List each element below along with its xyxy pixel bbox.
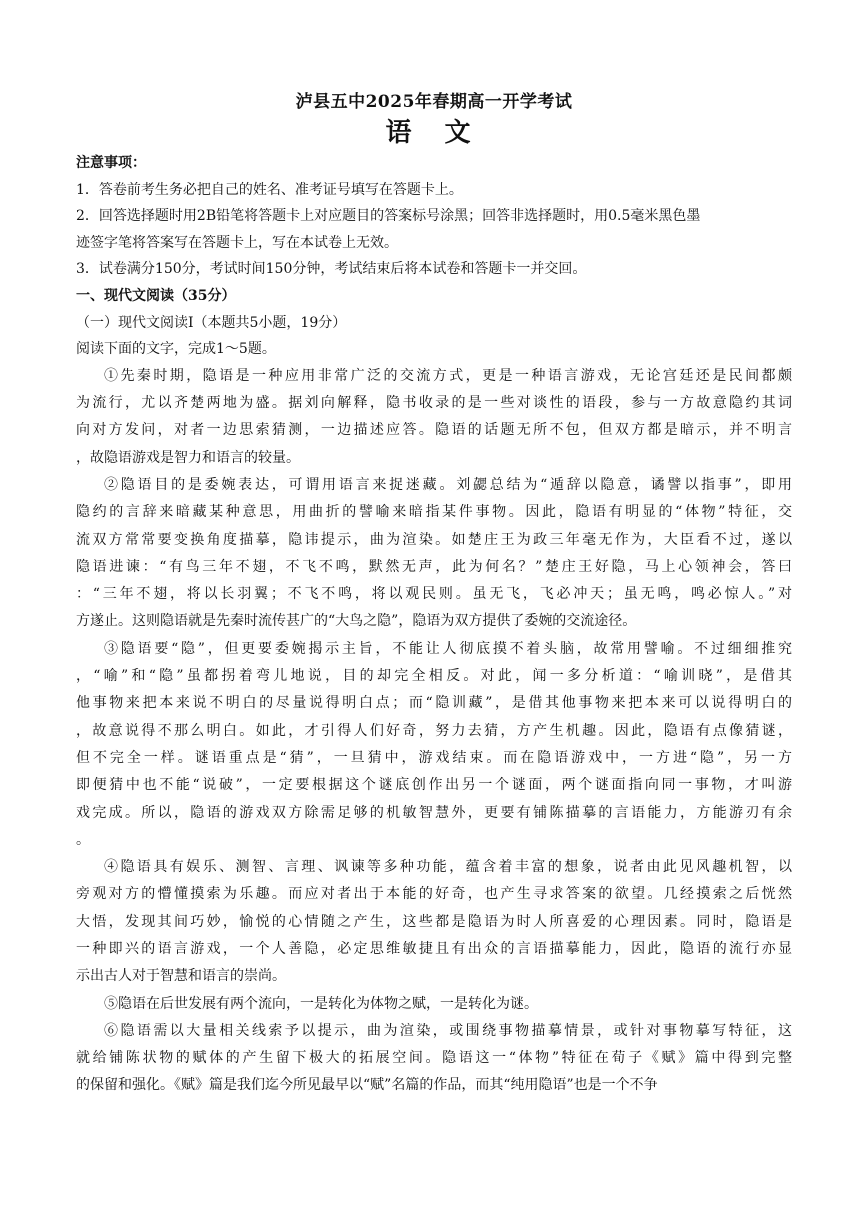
passage-line: ④隐语具有娱乐、测智、言理、讽谏等多种功能，蕴含着丰富的想象，说者由此见风趣机智，以 xyxy=(104,859,792,876)
passage-line: ⑥隐语需以大量相关线索予以提示，曲为渲染，或围绕事物描摹情景，或针对事物摹写特征，这 xyxy=(104,1022,792,1039)
exam-title: 泸县五中2025年春期高一开学考试 xyxy=(295,92,573,112)
passage-line: 旁观对方的懵懂摸索为乐趣。而应对者出于本能的好奇，也产生寻求答案的欲望。几经摸索之后恍然 xyxy=(76,886,792,903)
notice-heading: 注意事项： xyxy=(76,155,146,171)
passage-paragraph xyxy=(76,363,792,472)
passage-line: 一种即兴的语言游戏，一个人善隐，必定思维敏捷且有出众的言语描摹能力，因此，隐语的流行亦显 xyxy=(76,940,792,957)
passage-line: ③隐语要“隐”，但更要委婉揭示主旨，不能让人彻底摸不着头脑，故常用譬喻。不过细细推究 xyxy=(104,640,792,657)
passage-line: 戏完成。所以，隐语的游戏双方除需足够的机敏智慧外，更要有铺陈描摹的言语能力，方能游刃有余 xyxy=(76,804,792,821)
passage-paragraph xyxy=(76,636,792,854)
passage-line: 隐约的言辞来暗藏某种意思，用曲折的譬喻来暗指某件事物。因此，隐语有明显的“体物”特征，交 xyxy=(76,504,792,521)
passage-line: ，故隐语游戏是智力和语言的较量。 xyxy=(76,449,300,466)
sub-section-heading: （一）现代文阅读Ⅰ（本题共5小题，19分） xyxy=(76,314,347,331)
passage-line: 向对方发问，对者一边思索猜测，一边描述应答。隐语的话题无所不包，但双方都是暗示，并不明言 xyxy=(76,422,792,439)
subject-title: 语 文 xyxy=(385,118,483,148)
passage-line: 。 xyxy=(76,831,90,848)
section-heading: 一、现代文阅读（35分） xyxy=(76,287,236,304)
passage-line: 为流行，尤以齐楚两地为盛。据刘向解释，隐书收录的是一些对谈性的语段，参与一方故意隐约其词 xyxy=(76,395,792,412)
notice-item: 1．答卷前考生务必把自己的姓名、准考证号填写在答题卡上。 xyxy=(76,181,463,198)
passage-line: 的保留和强化。《赋》篇是我们迄今所见最早以“赋”名篇的作品，而其“纯用隐语”也是一个不争 xyxy=(76,1077,658,1094)
passage-line: ，故意说得不那么明白。如此，才引得人们好奇，努力去猜，方产生机趣。因此，隐语有点像猜谜， xyxy=(76,722,792,739)
passage-paragraph xyxy=(76,991,792,1018)
passage-line: 大悟，发现其间巧妙，愉悦的心情随之产生，这些都是隐语为时人所喜爱的心理因素。同时，隐语是 xyxy=(76,913,792,930)
passage-line: 就给铺陈状物的赋体的产生留下极大的拓展空间。隐语这一“体物”特征在荀子《赋》篇中得到完整 xyxy=(76,1050,792,1067)
reading-passage xyxy=(76,363,792,1100)
passage-line: 他事物来把本来说不明白的尽量说得明白点；而“隐训藏”，是借其他事物来把本来可以说得明白的 xyxy=(76,695,792,712)
notice-item: 2．回答选择题时用2B铅笔将答题卡上对应题目的答案标号涂黑；回答非选择题时，用0.5毫米黑色墨 xyxy=(76,208,701,225)
passage-line: ，“喻”和“隐”虽都拐着弯儿地说，目的却完全相反。对此，闻一多分析道：“喻训晓”，是借其 xyxy=(76,668,792,685)
document-body xyxy=(76,150,792,1100)
notice-item: 3．试卷满分150分，考试时间150分钟，考试结束后将本试卷和答题卡一并交回。 xyxy=(76,261,587,278)
passage-line: 隐语进谏：“有鸟三年不翅，不飞不鸣，默然无声，此为何名？”楚庄王好隐，马上心领神会，答曰 xyxy=(76,558,792,575)
passage-line: 示出古人对于智慧和语言的崇尚。 xyxy=(76,968,286,985)
reading-instruction: 阅读下面的文字，完成1～5题。 xyxy=(76,341,276,358)
passage-line: ⑤隐语在后世发展有两个流向，一是转化为体物之赋，一是转化为谜。 xyxy=(104,995,538,1012)
passage-paragraph xyxy=(76,854,792,990)
passage-line: ：“三年不翅，将以长羽翼；不飞不鸣，将以观民则。虽无飞，飞必冲天；虽无鸣，鸣必惊人。”对 xyxy=(76,586,792,603)
passage-paragraph xyxy=(76,472,792,636)
notice-item: 迹签字笔将答案写在答题卡上，写在本试卷上无效。 xyxy=(76,234,398,251)
passage-line: 方遂止。这则隐语就是先秦时流传甚广的“大鸟之隐”，隐语为双方提供了委婉的交流途径。 xyxy=(76,613,637,630)
passage-line: ①先秦时期，隐语是一种应用非常广泛的交流方式，更是一种语言游戏，无论宫廷还是民间都颇 xyxy=(104,367,792,384)
passage-line: ②隐语目的是委婉表达，可谓用语言来捉迷藏。刘勰总结为“遁辞以隐意，谲譬以指事”，即用 xyxy=(104,476,792,493)
passage-line: 但不完全一样。谜语重点是“猜”，一旦猜中，游戏结束。而在隐语游戏中，一方进“隐”，另一方 xyxy=(76,749,792,766)
passage-line: 即便猜中也不能“说破”，一定要根据这个谜底创作出另一个谜面，两个谜面指向同一事物，才叫游 xyxy=(76,777,792,794)
passage-line: 流双方常常要变换角度描摹，隐讳提示，曲为渲染。如楚庄王为政三年毫无作为，大臣看不过，遂以 xyxy=(76,531,792,548)
passage-paragraph xyxy=(76,1018,792,1100)
